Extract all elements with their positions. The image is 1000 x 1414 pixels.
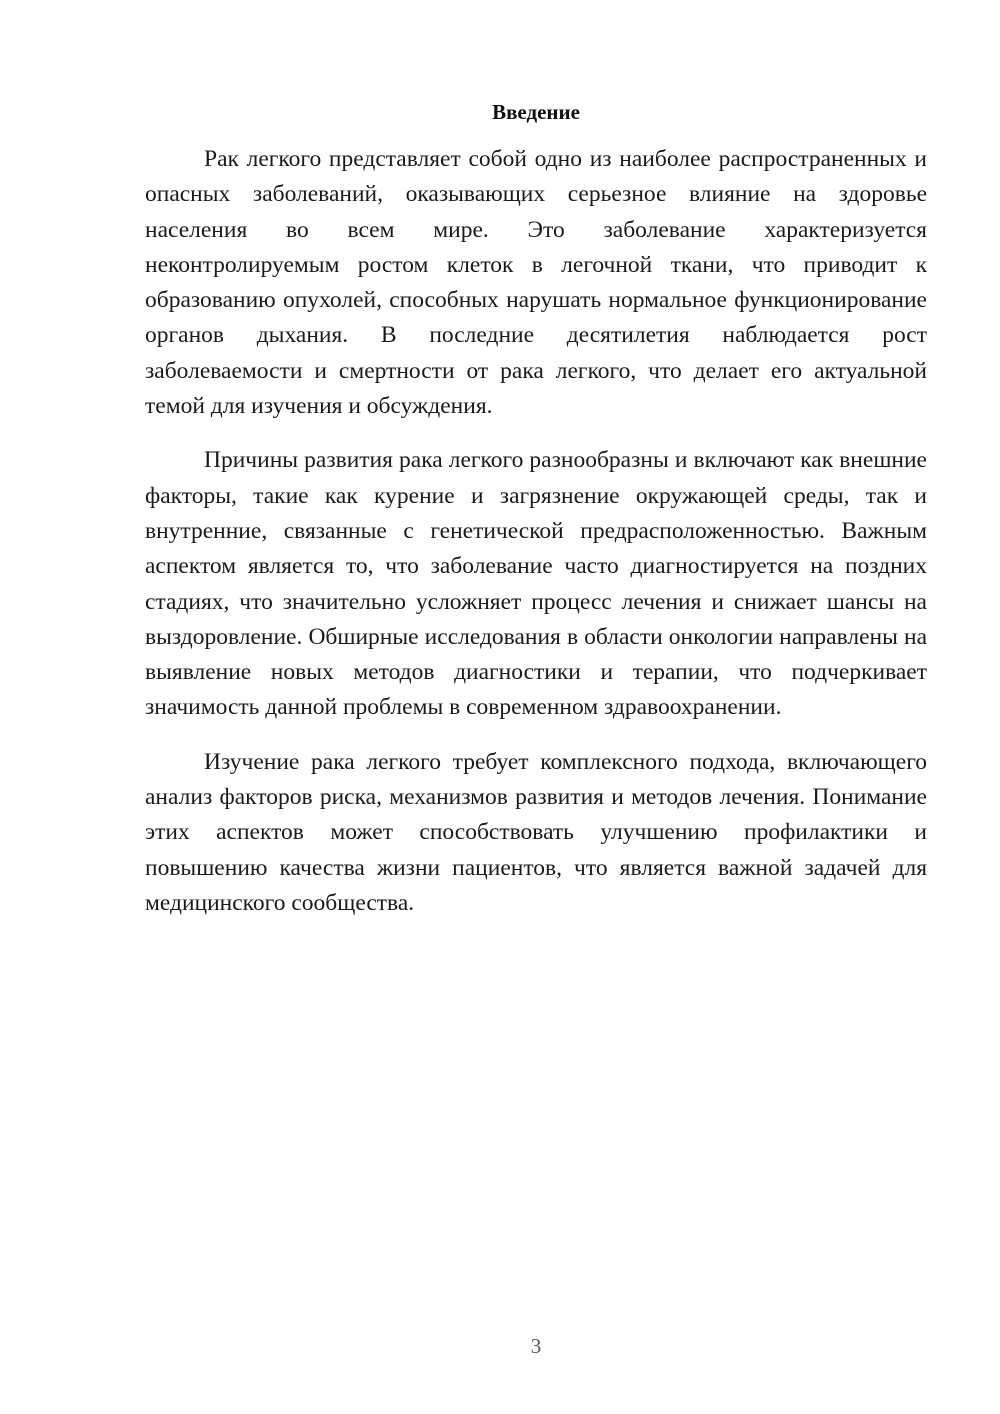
paragraph-1: Рак легкого представляет собой одно из наиболее распространенных и опасных заболеваний, оказывающих серьезное влияние на здоровье населения во всем мире. Это заболевание характеризуется неконтролируемым ростом клеток в легочной ткани, что приводит к образованию опухолей, способных нарушать нормальное функционирование органов дыхания. В последние десятилетия наблюдается рост заболеваемости и смертности от рака легкого, что делает его актуальной темой для изучения и обсуждения.	[145, 146, 927, 420]
body-text	[145, 142, 927, 940]
section-title: Введение	[492, 100, 580, 124]
page-number: 3	[530, 1334, 542, 1358]
paragraph-3: Изучение рака легкого требует комплексного подхода, включающего анализ факторов риска, механизмов развития и методов лечения. Понимание этих аспектов может способствовать улучшению профилактики и повышению качества жизни пациентов, что является важной задачей для медицинского сообщества.	[145, 748, 927, 916]
paragraph-2: Причины развития рака легкого разнообразны и включают как внешние факторы, такие как курение и загрязнение окружающей среды, так и внутренние, связанные с генетической предрасположенностью. Важным аспектом является то, что заболевание часто диагностируется на поздних стадиях, что значительно усложняет процесс лечения и снижает шансы на выздоровление. Обширные исследования в области онкологии направлены на выявление новых методов диагностики и терапии, что подчеркивает значимость данной проблемы в современном здравоохранении.	[145, 447, 927, 721]
